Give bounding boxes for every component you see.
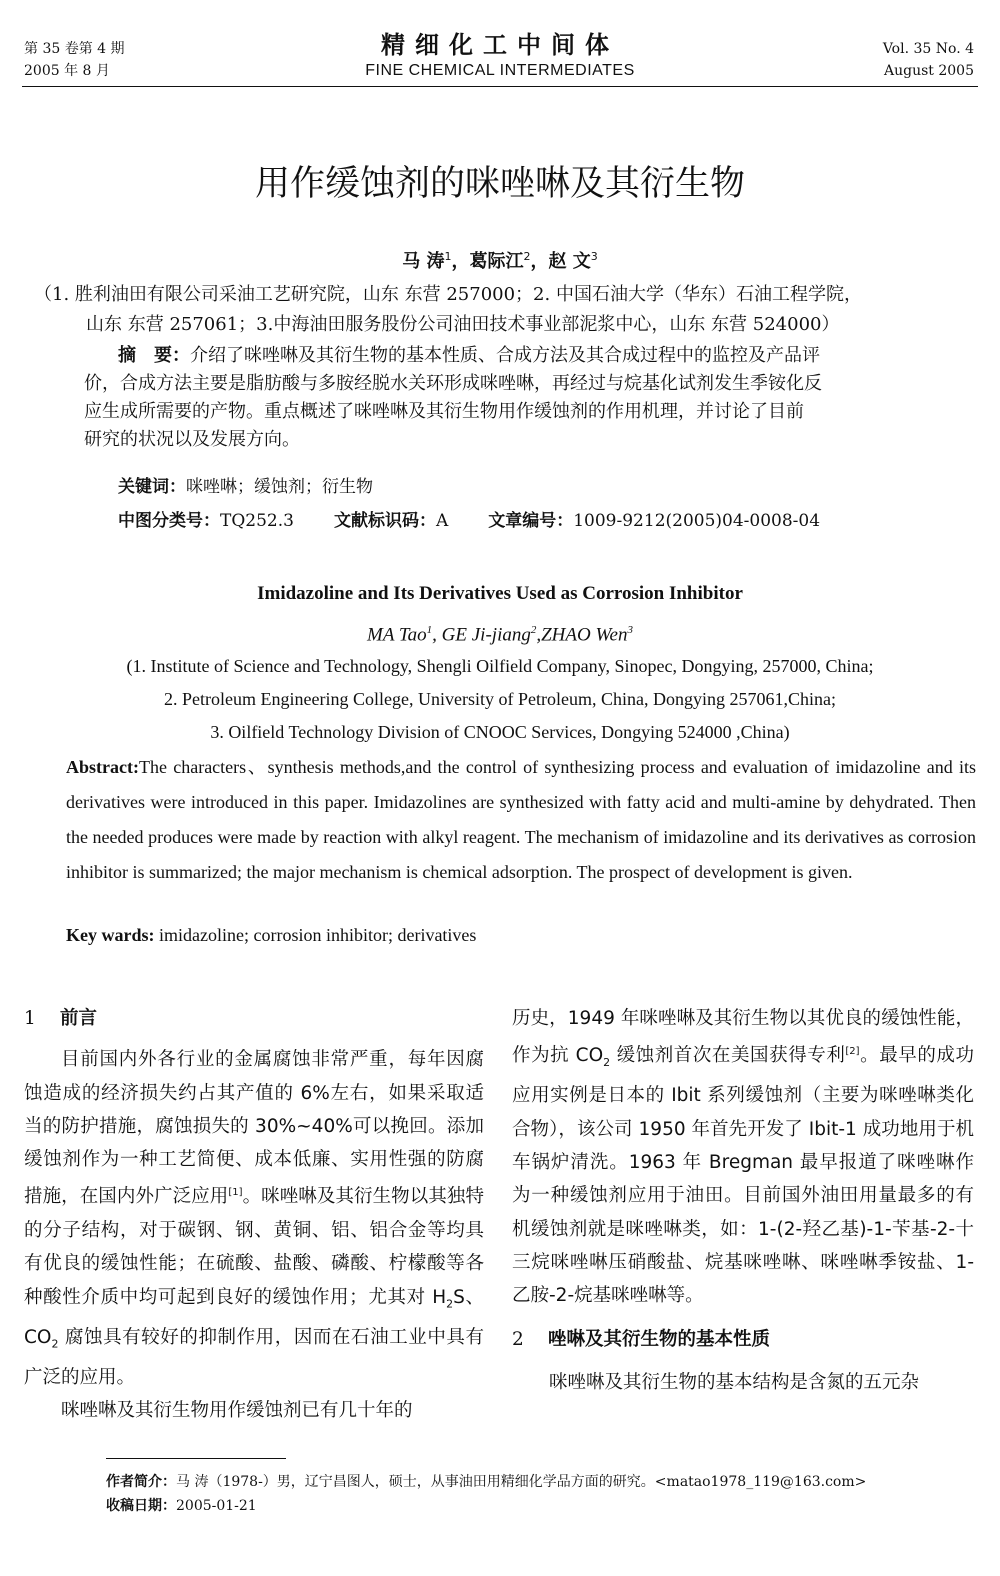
abstract-cn-text: 价，合成方法主要是脂肪酸与多胺经脱水关环形成咪唑啉，再经过与烷基化试剂发生季铵化反 <box>84 373 822 394</box>
section-1-heading <box>24 1002 484 1035</box>
section-1-title: 前言 <box>60 1008 98 1029</box>
paragraph-text: 目前国内外各行业的金属腐蚀非常严重，每年因腐蚀造成的经济损失约占其产值的 6%左右，如果采取适当的防护措施，腐蚀损失的 30%~40%可以挽回。添加缓蚀剂作为一种工艺简便、成本低廉、实用性强的防腐措施，在国内外广泛应用 <box>24 1049 484 1208</box>
abstract-cn-label: 摘 要： <box>118 345 190 366</box>
paragraph: 咪唑啉及其衍生物用作缓蚀剂已有几十年的 <box>61 1399 413 1421</box>
classification-line <box>118 508 820 534</box>
keywords-cn-text: 咪唑啉；缓蚀剂；衍生物 <box>186 477 373 497</box>
abstract-en-text: The characters、synthesis methods,and the control of synthesizing process and evaluation of imidazoline and its derivatives were introduced in this paper. Imidazolines are synthesized with fatty acid and multi-amine by dehydrated. Then the needed produces were made by reaction with alkyl reagent. The mechanism of imidazoline and its derivatives as corrosion inhibitor is summarized; the major mechanism is chemical adsorption. The prospect of development is given. <box>66 757 976 882</box>
abstract-cn-text: 研究的状况以及发展方向。 <box>84 429 300 450</box>
affiliation-cn-line: （1. 胜利油田有限公司采油工艺研究院，山东 东营 257000；2. 中国石油大学（华东）石油工程学院， <box>34 284 862 305</box>
author-1-mark: 1 <box>444 250 452 263</box>
co2-subscript: 2 <box>603 1056 611 1070</box>
author-1: 马 涛 <box>402 251 445 272</box>
paragraph-text: 缓蚀剂首次在美国获得专利 <box>610 1045 846 1067</box>
author-2-mark: 2 <box>523 250 531 263</box>
abstract-cn <box>84 342 934 454</box>
journal-name-en: FINE CHEMICAL INTERMEDIATES <box>365 62 635 79</box>
author-en-3-mark: 3 <box>627 624 633 636</box>
received-date-value: 2005-01-21 <box>176 1498 257 1514</box>
paragraph-text: 。咪唑啉及其衍生物以其独特的分子结构，对于碳钢、钢、黄铜、铝、铝合金等均具有优良的缓蚀性能；在硫酸、盐酸、磷酸、柠檬酸等各种酸性介质中均可起到良好的缓蚀作用；尤其对 H <box>24 1186 484 1308</box>
author-en-1-mark: 1 <box>426 624 433 636</box>
journal-name-cn: 精细化工中间体 <box>381 31 619 59</box>
author-en-2-mark: 2 <box>530 624 537 636</box>
article-title-cn: 用作缓蚀剂的咪唑啉及其衍生物 <box>254 164 745 204</box>
article-no-label: 文章编号： <box>488 511 574 531</box>
authors-en: MA Tao$^1$, GE Ji-jiang$^2$,ZHAO Wen$^3$ <box>367 624 633 646</box>
footnote <box>106 1470 866 1518</box>
keywords-en <box>66 922 476 948</box>
keywords-en-text: imidazoline; corrosion inhibitor; derivatives <box>154 925 477 945</box>
journal-masthead <box>0 30 1000 82</box>
keywords-cn-label: 关键词： <box>118 477 186 497</box>
affiliation-en-line: 2. Petroleum Engineering College, University of Petroleum, China, Dongying 257061,China; <box>164 689 836 709</box>
header-volume-en <box>883 38 974 82</box>
h2s-subscript: 2 <box>446 1297 454 1311</box>
paragraph <box>24 1043 484 1394</box>
affiliation-en-line: 3. Oilfield Technology Division of CNOOC Services, Dongying 524000 ,China) <box>210 722 790 742</box>
body-column-left <box>24 1002 484 1427</box>
paragraph: 咪唑啉及其衍生物的基本结构是含氮的五元杂 <box>549 1371 920 1393</box>
body-column-right <box>512 1002 974 1399</box>
date-en: August 2005 <box>884 63 974 79</box>
article-no-value: 1009-9212(2005)04-0008-04 <box>573 511 821 531</box>
abstract-en <box>24 750 976 890</box>
author-3-mark: 3 <box>590 250 598 263</box>
author-bio-text: 马 涛（1978-）男，辽宁昌图人，硕士，从事油田用精细化学品方面的研究。<matao1978_119@163.com> <box>176 1474 867 1490</box>
abstract-cn-text: 应生成所需要的产物。重点概述了咪唑啉及其衍生物用作缓蚀剂的作用机理，并讨论了目前 <box>84 401 804 422</box>
affiliations-en <box>0 650 1000 749</box>
section-1-number: 1 <box>24 1008 36 1029</box>
paragraph-text: 历史，1949 年咪唑啉及其衍生物以其优良的缓蚀性能，作为抗 CO <box>512 1008 974 1067</box>
doc-code-value: A <box>435 511 449 531</box>
paragraph-text: S、CO <box>24 1286 484 1348</box>
citation-1: [1] <box>228 1187 243 1199</box>
author-en-2: GE Ji-jiang <box>441 624 531 646</box>
article-title-en: Imidazoline and Its Derivatives Used as Corrosion Inhibitor <box>257 583 743 604</box>
section-2-heading <box>512 1323 974 1356</box>
author-en-3: ZHAO Wen <box>541 624 628 646</box>
abstract-cn-text: 介绍了咪唑啉及其衍生物的基本性质、合成方法及其合成过程中的监控及产品评 <box>190 345 820 366</box>
affiliations-cn <box>34 280 964 340</box>
authors-cn: 马 涛$^1$，葛际江$^2$，赵 文$^3$ <box>402 250 598 272</box>
clc-label: 中图分类号： <box>118 511 220 531</box>
footnote-divider <box>106 1458 286 1459</box>
author-3: 赵 文 <box>548 251 591 272</box>
abstract-en-label: Abstract: <box>66 757 139 777</box>
affiliation-cn-line: 山东 东营 257061；3.中海油田服务股份公司油田技术事业部泥浆中心，山东 东营 524000） <box>86 314 840 335</box>
header-divider <box>22 86 978 87</box>
co2-subscript: 2 <box>51 1337 59 1351</box>
volume-issue-en: Vol. 35 No. 4 <box>882 41 974 57</box>
author-2: 葛际江 <box>469 251 524 272</box>
paragraph-text: 。最早的成功应用实例是日本的 Ibit 系列缓蚀剂（主要为咪唑啉类化合物），该公司 1950 年首先开发了 Ibit-1 成功地用于机车锅炉清洗。1963 年 Bregman 最早报道了咪唑啉作为一种缓蚀剂应用于油田。目前国外油田用量最多的有机缓蚀剂就是咪唑啉类，如：1-(2-羟乙基)-1-苄基-2-十三烷咪唑啉压硝酸盐、烷基咪唑啉、咪唑啉季铵盐、1-乙胺-2-烷基咪唑啉等。 <box>512 1045 974 1307</box>
clc-value: TQ252.3 <box>220 511 294 531</box>
keywords-en-label: Key wards: <box>66 925 155 945</box>
author-bio-label: 作者简介： <box>106 1474 176 1490</box>
keywords-cn <box>118 474 373 500</box>
received-date-label: 收稿日期： <box>106 1498 176 1514</box>
doc-code-label: 文献标识码： <box>333 511 436 531</box>
citation-2: [2] <box>845 1046 860 1058</box>
author-en-1: MA Tao <box>367 624 427 646</box>
affiliation-en-line: (1. Institute of Science and Technology, Shengli Oilfield Company, Sinopec, Dongying, 257000, China; <box>126 656 874 676</box>
section-2-number: 2 <box>512 1328 524 1350</box>
volume-issue-cn: 第 35 卷第 4 期 <box>24 41 125 57</box>
paragraph <box>512 1002 974 1313</box>
paragraph-text: 腐蚀具有较好的抑制作用，因而在石油工业中具有广泛的应用。 <box>24 1326 484 1388</box>
date-cn: 2005 年 8 月 <box>24 63 110 79</box>
section-2-title: 唑啉及其衍生物的基本性质 <box>548 1328 771 1350</box>
